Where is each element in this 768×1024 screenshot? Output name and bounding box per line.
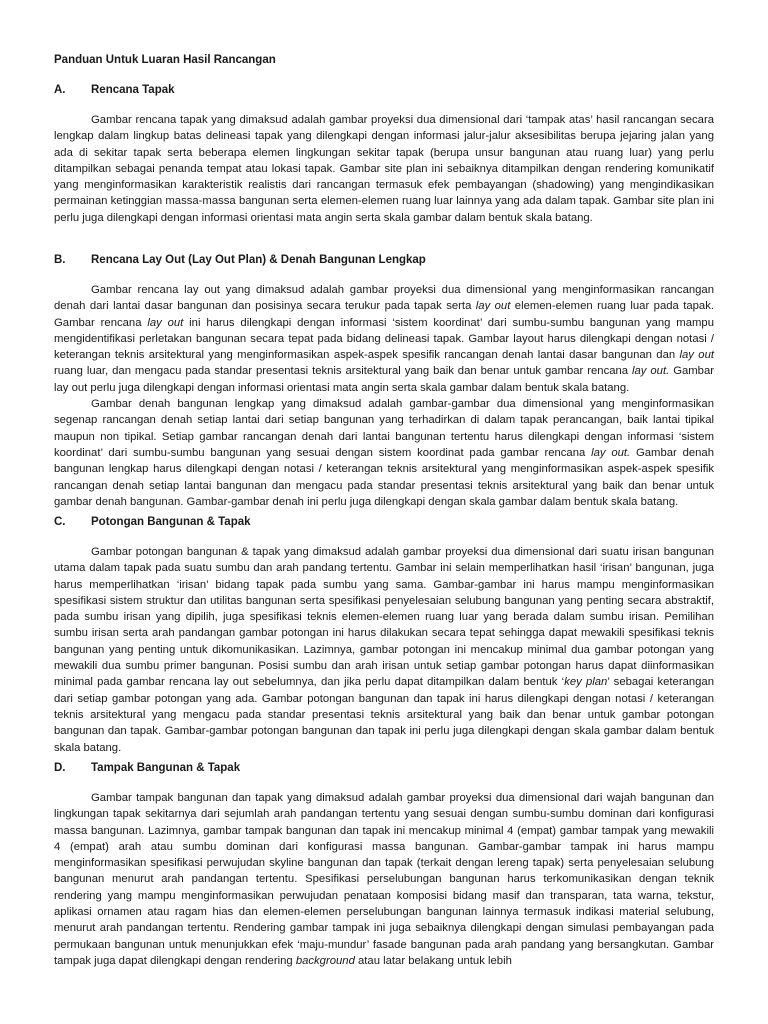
paragraph — [54, 282, 714, 396]
section-letter: C. — [54, 516, 66, 528]
paragraph — [54, 544, 714, 756]
italic-text: lay out. — [591, 446, 631, 459]
italic-text: lay out — [679, 349, 714, 362]
section-letter: A. — [54, 84, 66, 96]
italic-text: lay out — [475, 300, 511, 313]
text-run: Gambar potongan bangunan & tapak yang dimaksud adalah gambar proyeksi dua dimensional dari suatu irisan bangunan utama dalam tapak pada suatu sumbu dan arah pandang tertentu. Gambar ini selain memperlihatkan hasil ‘irisan’ bangunan, juga harus memperlihatkan ‘irisan’ bidang tapak pada sumbu yang sama. Gambar-gambar ini harus mampu menginformasikan spesifikasi sistem struktur dan utilitas bangunan serta spesifikasi penyelesaian selubung bangunan yang penting secara abstraktif, pada sumbu irisan yang dipilih, juga spesifikasi teknis elemen-elemen ruang luar yang berada dalam sumbu irisan. Pemilihan sumbu irisan serta arah pandangan gambar potongan ini harus dilakukan secara tepat sehingga dapat mewakili spesifikasi teknis bangunan yang penting untuk dikomunikasikan. Lazimnya, gambar potongan ini mencakup minimal dua gambar potongan yang mewakili dua sumbu primer bangunan. Posisi sumbu dan arah irisan untuk setiap gambar potongan harus dapat diinformasikan minimal pada gambar rencana lay out sebelumnya, dan jika perlu dapat ditampilkan dalam bentuk ‘ — [54, 546, 714, 689]
text-run: Gambar rencana tapak yang dimaksud adalah gambar proyeksi dua dimensional dari ‘tampak atas’ hasil rancangan secara lengkap dalam lingkup batas delineasi tapak yang dilengkapi dengan informasi jalur-jalur aksesibilitas berupa jejaring jalan yang ada di sekitar tapak serta beberapa elemen lingkungan sekitar tapak (berupa unsur bangunan atau ruang luar) yang perlu ditampilkan sebagai penanda tempat atau lokasi tapak. Gambar site plan ini sebaiknya ditampilkan dengan rendering komunikatif yang menginformasikan karakteristik realistis dari rancangan termasuk efek pembayangan (shadowing) yang mengindikasikan permainan ketinggian massa-massa bangunan serta elemen-elemen ruang luar lainnya yang ada dalam tapak. Gambar site plan ini perlu juga dilengkapi dengan informasi orientasi mata angin serta skala gambar dalam bentuk skala batang. — [54, 114, 714, 224]
text-run: ’ sebagai keterangan dari setiap gambar potongan yang ada. Gambar potongan bangunan dan tapak ini harus dilengkapi dengan notasi / keterangan teknis arsitektural yang mengacu pada standar presentasi teknis arsitektural yang baik dan benar untuk gambar potongan bangunan dan tapak. Gambar-gambar potongan bangunan dan tapak ini perlu juga dilengkapi dengan skala gambar dalam bentuk skala batang. — [54, 676, 715, 754]
text-run: Gambar rencana lay out yang dimaksud adalah gambar proyeksi dua dimensional yang menginformasikan rancangan denah dari lantai dasar bangunan dan posisinya secara terukur pada tapak serta — [54, 284, 714, 313]
text-run: elemen-elemen ruang luar pada tapak. Gambar rencana — [54, 300, 714, 329]
text-run: Gambar lay out perlu juga dilengkapi dengan informasi orientasi mata angin serta skala gambar dalam bentuk skala batang. — [54, 365, 714, 394]
section-title: Rencana Tapak — [91, 84, 175, 96]
section-title: Rencana Lay Out (Lay Out Plan) & Denah Bangunan Lengkap — [91, 254, 426, 266]
section-heading-c — [54, 514, 251, 530]
italic-text: lay out — [147, 316, 184, 329]
section-heading-b — [54, 252, 426, 268]
paragraph — [54, 790, 714, 969]
text-run: ini harus dilengkapi dengan informasi ‘sistem koordinat’ dari sumbu-sumbu bangunan yang mampu mengidentifikasi perletakan bangunan secara tepat pada bidang delineasi tapak. Gambar layout harus dilengkapi dengan notasi / keterangan teknis arsitektural yang menginformasikan aspek-aspek spesifik rancangan denah lantai dasar bangunan dan — [54, 316, 714, 362]
text-run: ruang luar, dan mengacu pada standar presentasi teknis arsitektural yang baik dan benar untuk gambar rencana — [54, 365, 633, 378]
section-letter: D. — [54, 762, 66, 774]
paragraph — [54, 112, 714, 226]
document-title: Panduan Untuk Luaran Hasil Rancangan — [54, 54, 276, 66]
section-body-b — [54, 282, 714, 510]
italic-text: lay out. — [632, 365, 670, 378]
text-run: Gambar denah bangunan lengkap yang dimaksud adalah gambar-gambar dua dimensional yang menginformasikan segenap rancangan denah setiap lantai dari setiap bangunan yang terhadirkan di dalam tapak perancangan, baik lantai tipikal maupun non tipikal. Setiap gambar rancangan denah dari lantai bangunan tertentu harus dilengkapi dengan informasi ‘sistem koordinat’ dari sumbu-sumbu bangunan yang sesuai dengan sistem koordinat pada gambar rencana — [54, 398, 714, 459]
section-title: Potongan Bangunan & Tapak — [91, 516, 251, 528]
section-heading-a — [54, 82, 175, 98]
section-body-d — [54, 790, 714, 969]
paragraph — [54, 396, 714, 510]
section-body-a — [54, 112, 714, 226]
section-letter: B. — [54, 254, 66, 266]
text-run: Gambar tampak bangunan dan tapak yang dimaksud adalah gambar proyeksi dua dimensional dari wajah bangunan dan lingkungan tapak sekitarnya dari sejumlah arah pandangan tertentu yang sesuai dengan sumbu-sumbu dominan dari konfigurasi massa bangunan. Lazimnya, gambar tampak bangunan dan tapak ini mencakup minimal 4 (empat) gambar tampak yang mewakili 4 (empat) arah atau sumbu dominan dari konfigurasi massa bangunan. Gambar-gambar tampak ini harus mampu menginformasikan spesifikasi perwujudan skyline bangunan dan tapak (terkait dengan lereng tapak) serta penyelesaian selubung bangunan menurut arah pandangan tertentu. Spesifikasi perselubungan bangunan harus terkomunikasikan dengan teknik rendering yang mampu menginformasikan perwujudan penataan komposisi bidang masif dan transparan, tata warna, tekstur, aplikasi ornamen atau ragam hias dan elemen-elemen perselubungan bangunan lainnya termasuk indikasi material selubung, menurut arah pandangan tertentu. Rendering gambar tampak ini juga sebaiknya dilengkapi dengan simulasi pembayangan pada permukaan bangunan untuk menunjukkan efek ‘maju-mundur’ fasade bangunan pada arah pandang yang bersangkutan. Gambar tampak juga dapat dilengkapi dengan rendering — [54, 792, 714, 967]
italic-text: key plan — [564, 676, 608, 689]
section-body-c — [54, 544, 714, 756]
text-run: Gambar denah bangunan lengkap harus dilengkapi dengan notasi / keterangan teknis arsitektural yang menginformasikan aspek-aspek spesifik rancangan denah setiap lantai bangunan dan mengacu pada standar presentasi teknis arsitektural yang baik dan benar untuk gambar denah bangunan. Gambar-gambar denah ini perlu juga dilengkapi dengan skala gambar dalam bentuk skala batang. — [54, 446, 714, 508]
section-title: Tampak Bangunan & Tapak — [91, 762, 241, 774]
text-run: atau latar belakang untuk lebih — [354, 954, 512, 967]
section-heading-d — [54, 760, 240, 776]
italic-text: background — [295, 954, 355, 967]
